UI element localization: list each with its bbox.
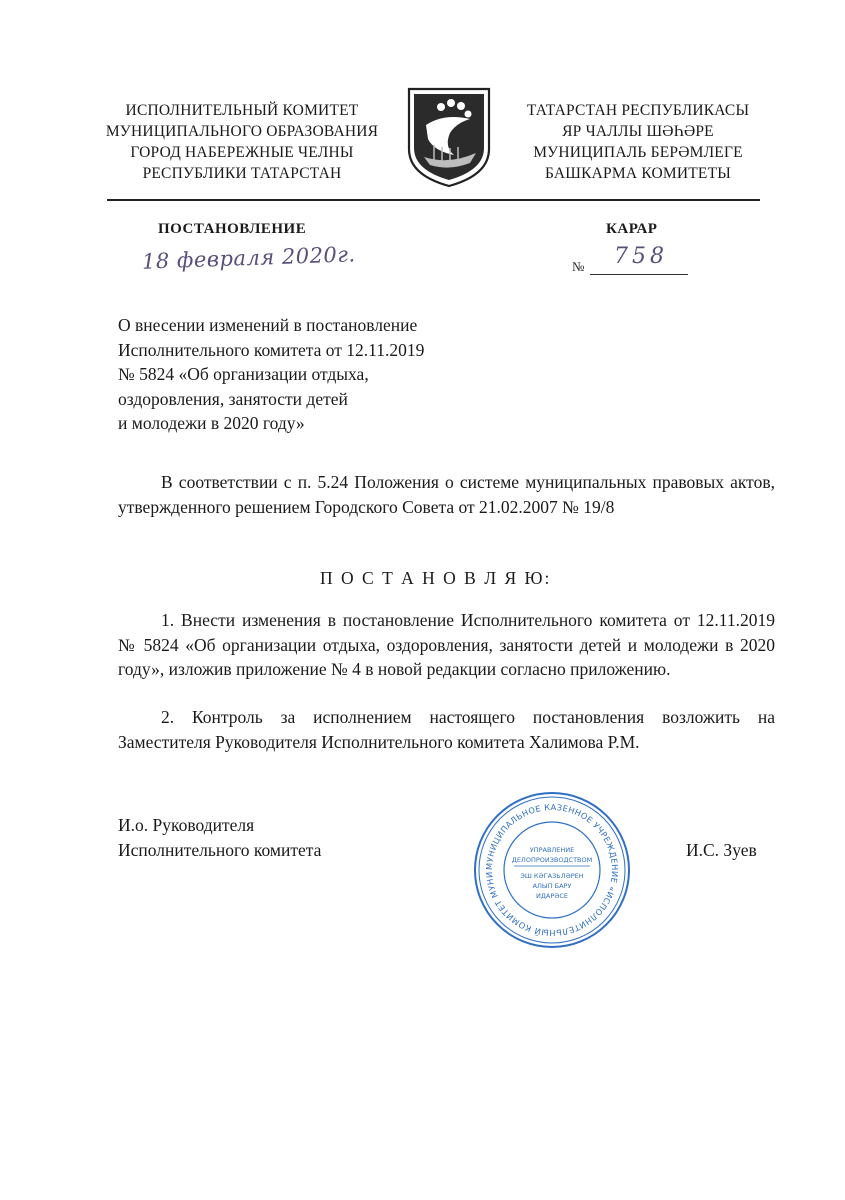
resolve-heading: П О С Т А Н О В Л Я Ю: [320, 568, 552, 588]
header-right-line: ТАТАРСТАН РЕСПУБЛИКАСЫ [526, 102, 750, 119]
header-right-line: БАШКАРМА КОМИТЕТЫ [545, 165, 731, 182]
header-divider [107, 199, 760, 201]
handwritten-date: 18 февраля 2020г. [141, 242, 356, 274]
coat-of-arms-icon [404, 85, 494, 189]
header-left-line: МУНИЦИПАЛЬНОГО ОБРАЗОВАНИЯ [105, 123, 379, 140]
header-left-line: ИСПОЛНИТЕЛЬНЫЙ КОМИТЕТ [125, 102, 359, 119]
header-left-line: ГОРОД НАБЕРЕЖНЫЕ ЧЕЛНЫ [130, 144, 354, 161]
stamp-center-line: ЭШ КӘГАЗЬЛӘРЕН [520, 872, 584, 880]
subject-line: и молодежи в 2020 году» [118, 413, 305, 433]
header-left-line: РЕСПУБЛИКИ ТАТАРСТАН [142, 165, 342, 182]
subject-line: Исполнительного комитета от 12.11.2019 [118, 339, 425, 360]
stamp-center-line: ИДАРӘСЕ [535, 892, 569, 900]
subject-block [118, 313, 518, 436]
subject-line: № 5824 «Об организации отдыха, [118, 364, 369, 384]
signature-title-line: И.о. Руководителя [118, 815, 255, 835]
stamp-center-line: АЛЫП БАРУ [532, 882, 572, 890]
item-2: 2. Контроль за исполнением настоящего постановления возложить на Заместителя Руководителя Исполнительного комитета Халимова Р.М. [118, 707, 775, 752]
handwritten-number: 758 [614, 244, 668, 269]
header-left [72, 100, 412, 184]
subject-line: О внесении изменений в постановление [118, 315, 418, 335]
stamp-seal-icon [472, 790, 632, 950]
preamble: В соответствии с п. 5.24 Положения о системе муниципальных правовых актов, утвержденного решением Городского Совета от 21.02.2007 № 19/8 [118, 472, 775, 517]
official-stamp [472, 790, 632, 950]
item-1: 1. Внести изменения в постановление Исполнительного комитета от 12.11.2019 № 5824 «Об организации отдыха, оздоровления, занятости детей и молодежи в 2020 году», изложив приложение № 4 в новой редакции согласно приложению. [118, 610, 775, 679]
signature-title-line: Исполнительного комитета [118, 839, 322, 860]
header-right-line: МУНИЦИПАЛЬ БЕРӘМЛЕГЕ [533, 144, 743, 161]
city-emblem [404, 85, 494, 189]
signature-title [118, 813, 321, 862]
signatory-name: И.С. Зуев [686, 840, 757, 860]
stamp-center-line: ДЕЛОПРОИЗВОДСТВОМ [511, 856, 593, 864]
header-right [488, 100, 788, 184]
doc-type-left: ПОСТАНОВЛЕНИЕ [158, 221, 307, 237]
subject-line: оздоровления, занятости детей [118, 388, 348, 409]
number-underline [590, 274, 688, 275]
stamp-ring-text: МУНИЦИПАЛЬНОЕ КАЗЕННОЕ УЧРЕЖДЕНИЕ «ИСПОЛНИТЕЛЬНЫЙ КОМИТЕТ МУНИ [483, 801, 621, 939]
svg-text:МУНИЦИПАЛЬНОЕ КАЗЕННОЕ УЧРЕЖДЕ [472, 790, 620, 938]
doc-type-right: КАРАР [606, 221, 658, 237]
stamp-center-line: УПРАВЛЕНИЕ [529, 846, 575, 854]
number-label: № [572, 259, 585, 274]
header-right-line: ЯР ЧАЛЛЫ ШӘҺӘРЕ [562, 123, 714, 140]
